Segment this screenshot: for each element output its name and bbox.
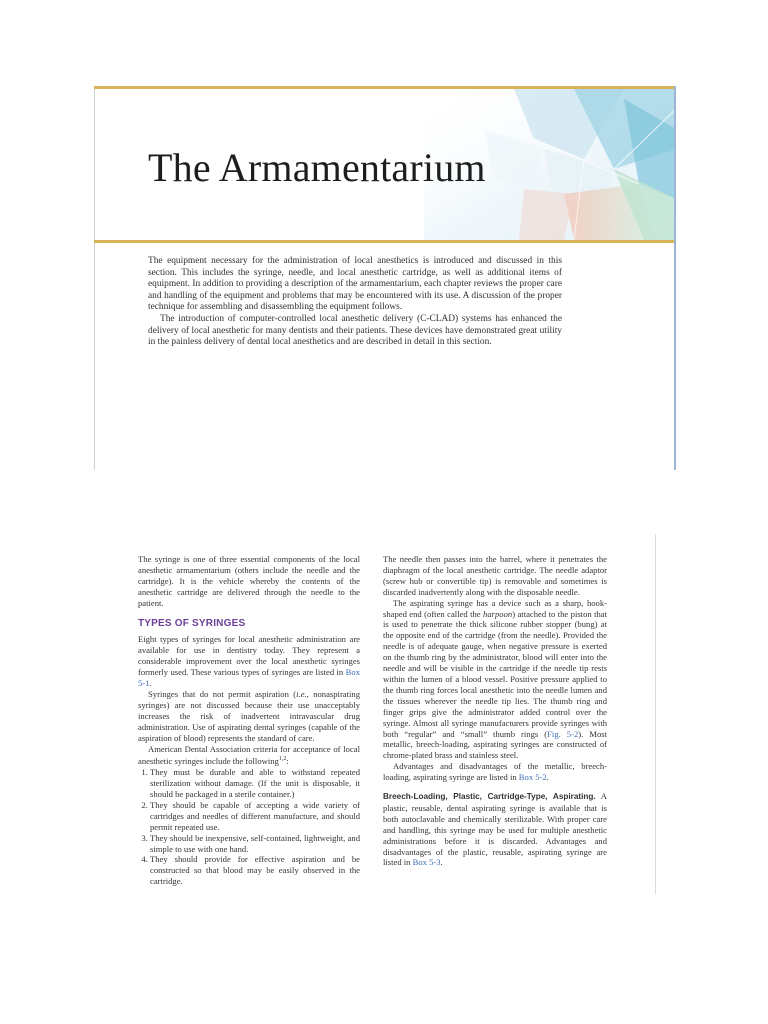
criteria-list [138,767,360,887]
box-5-2-link[interactable]: Box 5-2 [518,772,547,783]
list-item: 3. They should be inexpensive, self-contained, lightweight, and simple to use with one hand. [150,833,360,855]
list-item: 2. They should be capable of accepting a wide variety of cartridges and needles of different manufacture, and should permit repeated use. [150,800,360,833]
list-item: 4. They should provide for effective aspiration and be constructed so that blood may be easily observed in the cartridge. [150,854,360,887]
page-edge [674,86,676,470]
text-run: . [440,857,443,868]
text-run: Syringes that do not permit aspiration ( [148,688,297,699]
body-paragraph [383,598,607,762]
intro-paragraph: The equipment necessary for the administration of local anesthetics is introduced and discussed in this section. This includes the syringe, needle, and local anesthetic cartridge, as well as additional items of equipment. In addition to providing a description of the armamentarium, each chapter reviews the proper care and handling of the equipment and problems that may be encountered with its use. A discussion of the proper technique for assembling and disassembling the equipment follows. [148,256,562,313]
chapter-opener-page [94,86,676,470]
body-paragraph [383,791,607,868]
text-run: Eight types of syringes for local anesthetic administration are available for use in dentistry today. They represent a considerable improvement over the local anesthetic syringes formerly used. These various types of syringes are listed in [138,634,360,678]
text-run: A plastic, reusable, dental aspirating syringe is available that is both autoclavable and chemically sterilizable. With proper care and handling, this syringe may be used for multiple anesthetic administrations before it is discarded. Advantages and disadvantages of the plastic, reusable, aspirating syringe are listed in [383,791,607,868]
box-5-3-link[interactable]: Box 5-3 [412,857,441,868]
opening-paragraph: The syringe is one of three essential components of the local anesthetic armamentarium (others include the needle and the cartridge). It is the vehicle whereby the contents of the anesthetic cartridge are delivered through the needle to the patient. [138,554,360,608]
subsection-heading: Breech-Loading, Plastic, Cartridge-Type, Aspirating. [383,792,596,802]
text-run: Advantages and disadvantages of the metallic, breech-loading, aspirating syringe are listed in [383,761,607,783]
spacer [383,783,607,791]
chapter-title: The Armamentarium [148,145,486,190]
fig-5-2-link[interactable]: Fig. 5-2 [547,728,579,739]
body-paragraph [138,634,360,689]
text-run: . [546,772,549,783]
citation: 1,2 [278,756,287,763]
text-run: ). Most metallic, breech-loading, aspirating syringes are constructed of chrome-plated brass and stainless steel. [383,728,607,761]
intro-text [148,256,562,349]
left-column [138,554,360,887]
text-run: American Dental Association criteria for acceptance of local anesthetic syringes include the following [138,743,360,767]
text-run: . [149,678,152,689]
body-page [94,534,656,894]
right-column [383,554,607,868]
text-run: : [286,756,289,767]
body-paragraph: The needle then passes into the barrel, where it penetrates the diaphragm of the local anesthetic cartridge. The needle adaptor (screw hub or convertible tip) is removable and sometimes is discarded inadvertently along with the disposable needle. [383,554,607,597]
text-run: , nonaspirating syringes) are not discussed because their use unacceptably increases the risk of inadvertent intravascular drug administration. Use of aspirating dental syringes (capable of the aspiration of blood) represents the standard of care. [138,688,360,743]
text-run: harpoon [483,608,513,619]
body-paragraph [138,689,360,744]
body-paragraph [138,744,360,768]
intro-paragraph: The introduction of computer-controlled local anesthetic delivery (C-CLAD) systems has enhanced the delivery of local anesthetic for many dentists and their patients. These devices have demonstrated great utility in the painless delivery of dental local anesthetics and are described in detail in this section. [148,313,562,348]
body-paragraph [383,761,607,783]
header-rule-bottom [94,240,676,243]
section-heading: TYPES OF SYRINGES [138,617,246,629]
page-edge [655,534,656,894]
box-5-1-link[interactable]: Box 5-1 [138,667,360,689]
text-run: The aspirating syringe has a device such as a sharp, hook-shaped end (often called the [383,597,607,619]
list-item: 1. They must be durable and able to withstand repeated sterilization without damage. (If the unit is disposable, it should be packaged in a sterile container.) [150,767,360,800]
text-run: ) attached to the piston that is used to penetrate the thick silicone rubber stopper (bung) at the opposite end of the cartridge (from the needle). Provided the needle is of adequate gauge, when negative pressure is exerted on the thumb ring by the administrator, blood will enter into the needle and will be visible in the cartridge if the needle tip rests within the lumen of a blood vessel. Positive pressure applied to the thumb ring forces local anesthetic into the needle lumen and the tissues wherever the needle tip lies. The thumb ring and finger grips give the administrator added control over the syringe. Almost all syringe manufacturers provide syringes with both “regular” and “small” thumb rings ( [383,608,607,739]
text-run: i.e. [296,688,307,699]
page-edge [94,86,95,470]
